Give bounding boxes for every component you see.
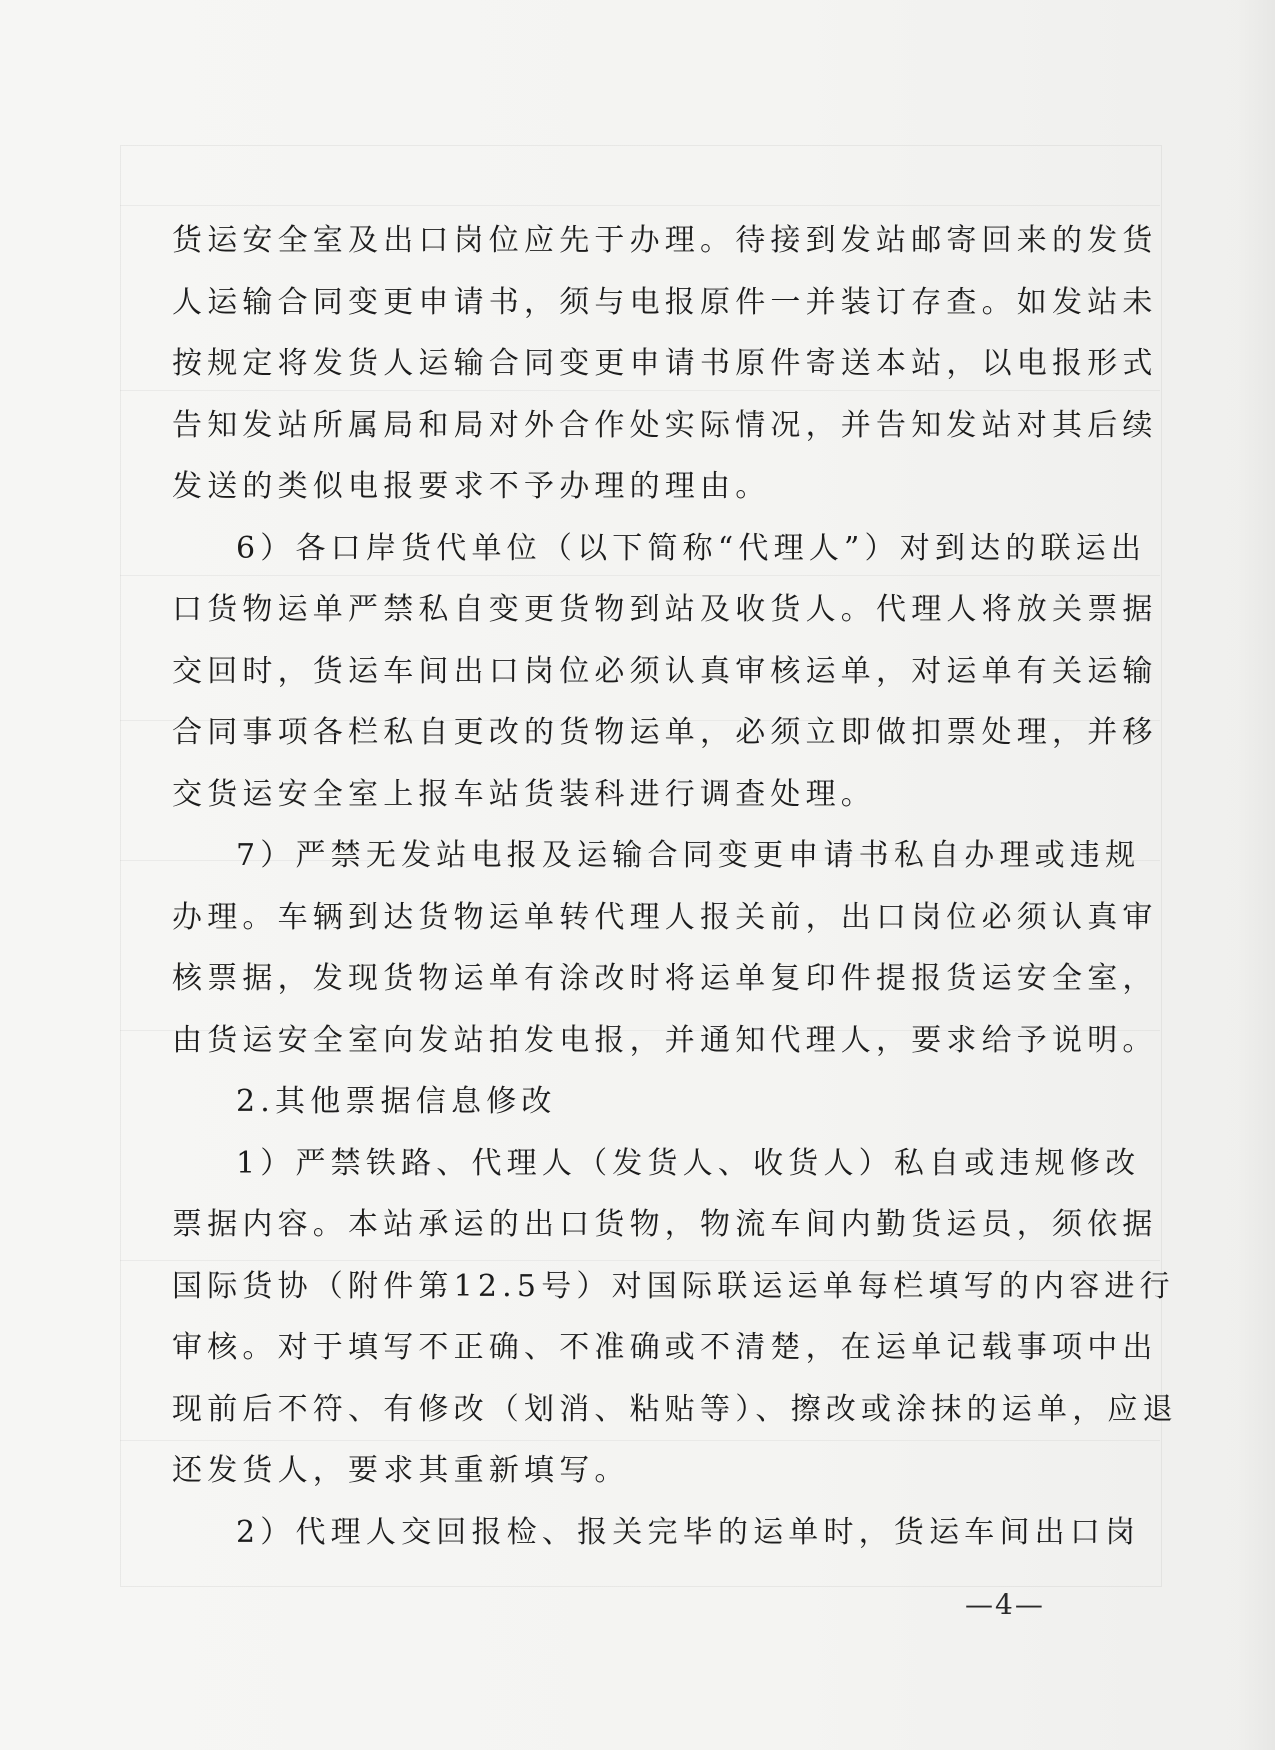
section-heading: 2.其他票据信息修改 — [236, 1084, 557, 1119]
text-line: 告知发站所属局和局对外合作处实际情况，并告知发站对其后续 — [172, 407, 1158, 443]
page-number: —4— — [965, 1588, 1045, 1621]
text-line: 现前后不符、有修改（划消、粘贴等）、擦改或涂抹的运单，应退 — [172, 1391, 1178, 1427]
text-line: 发送的类似电报要求不予办理的理由。 — [172, 469, 771, 504]
text-line: 按规定将发货人运输合同变更申请书原件寄送本站，以电报形式 — [172, 346, 1158, 381]
bleed-through-line — [120, 205, 1160, 206]
text-line: 由货运安全室向发站拍发电报，并通知代理人，要求给予说明。 — [172, 1022, 1158, 1058]
text-line: 交回时，货运车间出口岗位必须认真审核运单，对运单有关运输 — [172, 653, 1158, 689]
text-line: 办理。车辆到达货物运单转代理人报关前，出口岗位必须认真审 — [172, 899, 1158, 935]
text-line: 审核。对于填写不正确、不准确或不清楚，在运单记载事项中出 — [172, 1330, 1158, 1365]
paragraph-1-start: 1）严禁铁路、代理人（发货人、收货人）私自或违规修改 — [236, 1145, 1141, 1181]
paragraph-6-start: 6）各口岸货代单位（以下简称“代理人”）对到达的联运出 — [236, 530, 1147, 566]
paragraph-2-start: 2）代理人交回报检、报关完毕的运单时，货运车间出口岗 — [236, 1514, 1141, 1550]
body-text — [172, 210, 1178, 1563]
text-line: 人运输合同变更申请书，须与电报原件一并装订存查。如发站未 — [172, 284, 1158, 320]
text-line: 国际货协（附件第12.5号）对国际联运运单每栏填写的内容进行 — [172, 1268, 1175, 1304]
text-line: 票据内容。本站承运的出口货物，物流车间内勤货运员，须依据 — [172, 1207, 1158, 1242]
paragraph-7-start: 7）严禁无发站电报及运输合同变更申请书私自办理或违规 — [236, 838, 1141, 873]
text-line: 货运安全室及出口岗位应先于办理。待接到发站邮寄回来的发货 — [172, 223, 1158, 258]
scan-edge-shadow — [1237, 0, 1275, 1750]
text-line: 还发货人，要求其重新填写。 — [172, 1453, 630, 1488]
text-line: 交货运安全室上报车站货装科进行调查处理。 — [172, 776, 876, 812]
text-line: 核票据，发现货物运单有涂改时将运单复印件提报货运安全室， — [172, 961, 1158, 996]
text-line: 合同事项各栏私自更改的货物运单，必须立即做扣票处理，并移 — [172, 715, 1158, 750]
text-line: 口货物运单严禁私自变更货物到站及收货人。代理人将放关票据 — [172, 592, 1158, 627]
